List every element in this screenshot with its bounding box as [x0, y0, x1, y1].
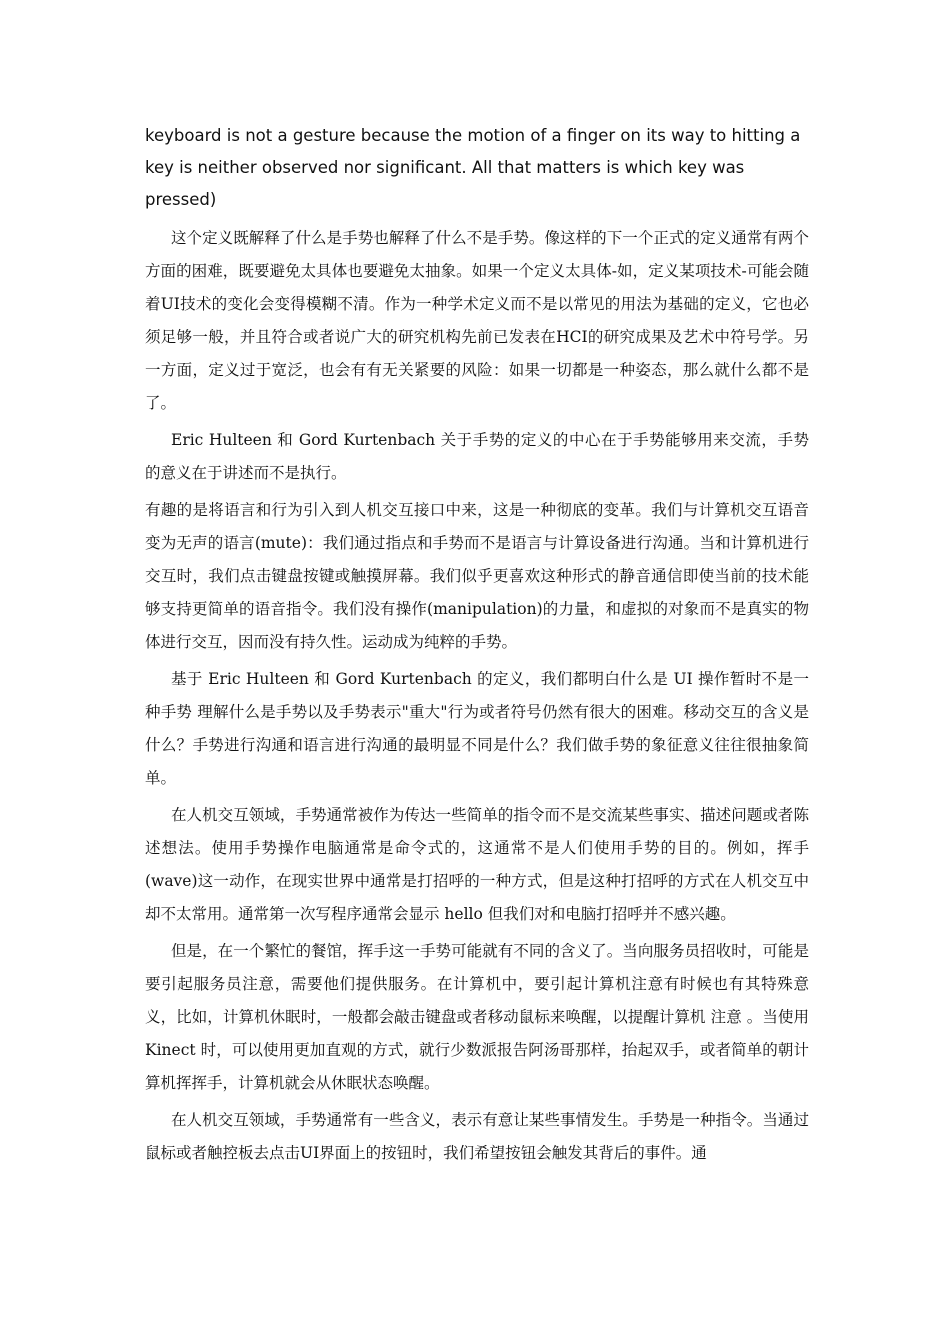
paragraph-keyboard-gesture: keyboard is not a gesture because the motion of a finger on its way to hitting a key is neither observed nor significant. All that matters is which key was pressed) — [145, 126, 801, 209]
paragraph-silent-language: 有趣的是将语言和行为引入到人机交互接口中来，这是一种彻底的变革。我们与计算机交互语音变为无声的语言(mute)：我们通过指点和手势而不是语言与计算设备进行沟通。当和计算机进行交互时，我们点击键盘按键或触摸屏幕。我们似乎更喜欢这种形式的静音通信即使当前的技术能够支持更简单的语音指令。我们没有操作(manipulation)的力量，和虚拟的对象而不是真实的物体进行交互，因而没有持久性。运动成为纯粹的手势。 — [145, 501, 809, 651]
paragraph-definition-difficulty: 这个定义既解释了什么是手势也解释了什么不是手势。像这样的下一个正式的定义通常有两个方面的困难，既要避免太具体也要避免太抽象。如果一个定义太具体-如，定义某项技术-可能会随着UI技术的变化会变得模糊不清。作为一种学术定义而不是以常见的用法为基础的定义，它也必须足够一般，并且符合或者说广大的研究机构先前已发表在HCI的研究成果及艺术中符号学。另一方面，定义过于宽泛，也会有有无关紧要的风险：如果一切都是一种姿态，那么就什么都不是了。 — [145, 229, 809, 412]
document-body — [145, 120, 809, 1174]
paragraph-gesture-intent: 在人机交互领域，手势通常有一些含义，表示有意让某些事情发生。手势是一种指令。当通过鼠标或者触控板去点击UI界面上的按钮时，我们希望按钮会触发其背后的事件。通 — [145, 1111, 809, 1162]
paragraph-hci-commands: 在人机交互领域，手势通常被作为传达一些简单的指令而不是交流某些事实、描述问题或者陈述想法。使用手势操作电脑通常是命令式的，这通常不是人们使用手势的目的。例如，挥手(wave)这一动作，在现实世界中通常是打招呼的一种方式，但是这种打招呼的方式在人机交互中却不太常用。通常第一次写程序通常会显示 hello 但我们对和电脑打招呼并不感兴趣。 — [145, 806, 809, 923]
paragraph-hulteen-definition: Eric Hulteen 和 Gord Kurtenbach 关于手势的定义的中心在于手势能够用来交流，手势的意义在于讲述而不是执行。 — [145, 431, 809, 482]
paragraph-restaurant-wave: 但是，在一个繁忙的餐馆，挥手这一手势可能就有不同的含义了。当向服务员招收时，可能是要引起服务员注意，需要他们提供服务。在计算机中，要引起计算机注意有时候也有其特殊意义，比如，计算机休眠时，一般都会敲击键盘或者移动鼠标来唤醒，以提醒计算机 注意 。当使用 Kinect 时，可以使用更加直观的方式，就行少数派报告阿汤哥那样，抬起双手，或者简单的朝计算机挥挥手，计算机就会从休眠状态唤醒。 — [145, 942, 809, 1092]
paragraph-gesture-meaning: 基于 Eric Hulteen 和 Gord Kurtenbach 的定义，我们都明白什么是 UI 操作暂时不是一种手势 理解什么是手势以及手势表示"重大"行为或者符号仍然有很大的困难。移动交互的含义是什么？手势进行沟通和语言进行沟通的最明显不同是什么？我们做手势的象征意义往往很抽象简单。 — [145, 670, 809, 787]
